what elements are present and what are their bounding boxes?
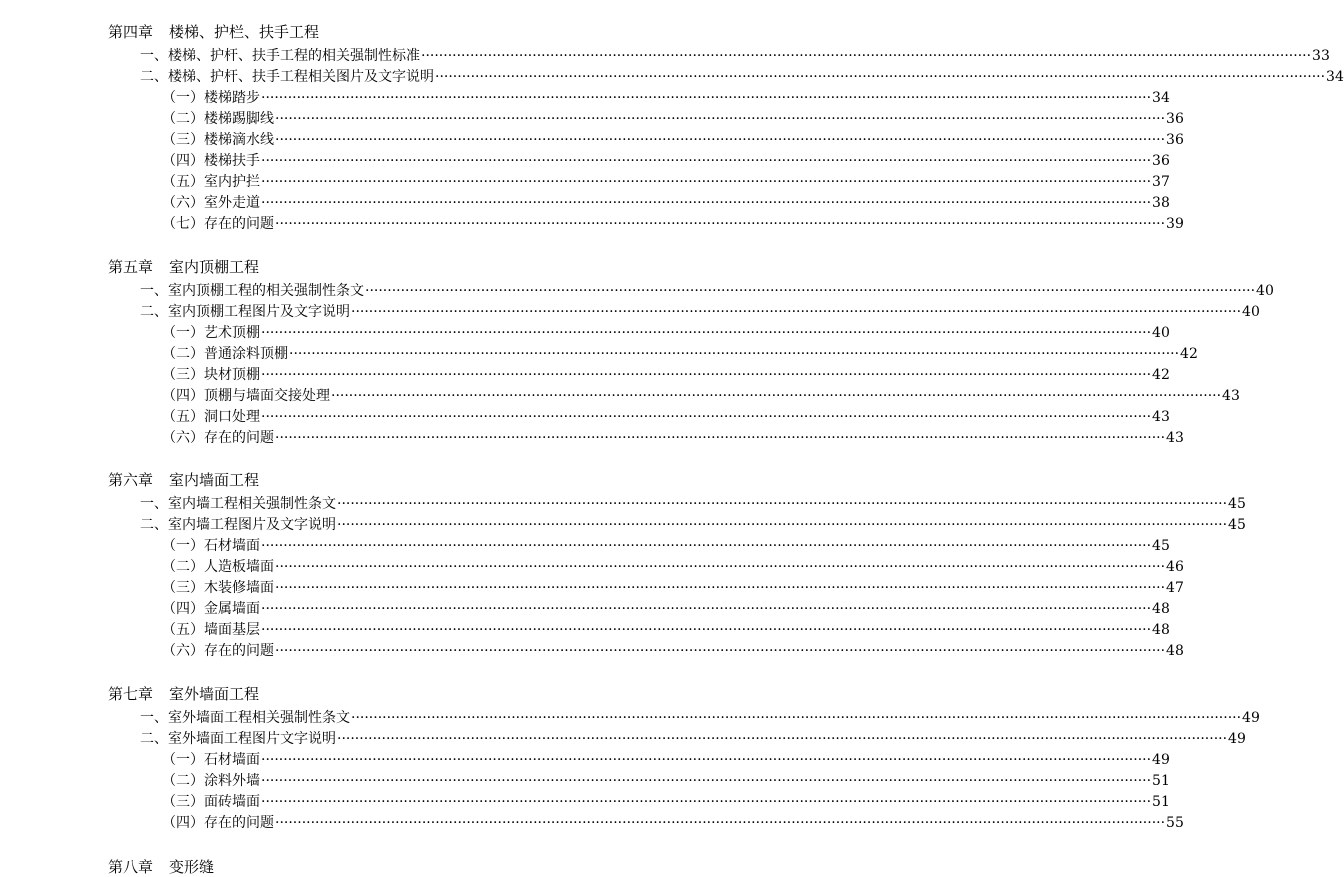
toc-entry-page-number: 45 bbox=[1152, 538, 1170, 554]
chapter-number: 第八章 bbox=[108, 858, 154, 876]
dot-leader: ········································································································································································································ bbox=[261, 174, 1152, 190]
toc-entry-page-number: 40 bbox=[1256, 283, 1274, 299]
chapter-heading bbox=[108, 22, 319, 42]
dot-leader: ········································································································································································································ bbox=[421, 48, 1312, 64]
dot-leader: ········································································································································································································ bbox=[261, 538, 1152, 554]
toc-entry-page-number: 40 bbox=[1242, 304, 1260, 320]
toc-entry-page-number: 55 bbox=[1166, 815, 1184, 831]
toc-entry-label: （六）存在的问题 bbox=[162, 430, 274, 446]
dot-leader: ········································································································································································································ bbox=[261, 601, 1152, 617]
dot-leader: ········································································································································································································ bbox=[261, 325, 1152, 341]
toc-entry[interactable] bbox=[162, 407, 1170, 427]
toc-entry-label: （二）楼梯踢脚线 bbox=[162, 111, 274, 127]
toc-entry-label: 一、楼梯、护杆、扶手工程的相关强制性标准 bbox=[140, 48, 420, 64]
toc-entry-label: （三）楼梯滴水线 bbox=[162, 132, 274, 148]
toc-entry[interactable] bbox=[162, 386, 1240, 406]
toc-entry-label: （二）普通涂料顶棚 bbox=[162, 346, 288, 362]
toc-entry-label: 二、楼梯、护杆、扶手工程相关图片及文字说明 bbox=[140, 69, 434, 85]
toc-entry-page-number: 43 bbox=[1152, 409, 1170, 425]
toc-entry-label: （二）涂料外墙 bbox=[162, 773, 260, 789]
toc-entry[interactable] bbox=[162, 620, 1170, 640]
toc-entry-page-number: 36 bbox=[1166, 111, 1184, 127]
toc-entry-page-number: 39 bbox=[1166, 216, 1184, 232]
toc-entry[interactable] bbox=[140, 708, 1260, 728]
toc-entry-page-number: 37 bbox=[1152, 174, 1170, 190]
dot-leader: ········································································································································································································ bbox=[337, 731, 1228, 747]
dot-leader: ········································································································································································································ bbox=[261, 794, 1152, 810]
toc-entry-label: （三）块材顶棚 bbox=[162, 367, 260, 383]
dot-leader: ········································································································································································································ bbox=[275, 559, 1166, 575]
toc-entry-label: （七）存在的问题 bbox=[162, 216, 274, 232]
chapter-heading bbox=[108, 470, 259, 490]
toc-entry-page-number: 46 bbox=[1166, 559, 1184, 575]
dot-leader: ········································································································································································································ bbox=[289, 346, 1180, 362]
dot-leader: ········································································································································································································ bbox=[261, 153, 1152, 169]
chapter-title: 室内墙面工程 bbox=[169, 471, 260, 489]
toc-entry-label: 二、室外墙面工程图片文字说明 bbox=[140, 731, 336, 747]
toc-entry[interactable] bbox=[162, 109, 1184, 129]
toc-entry[interactable] bbox=[140, 494, 1246, 514]
toc-entry-label: （二）人造板墙面 bbox=[162, 559, 274, 575]
toc-entry-label: （一）石材墙面 bbox=[162, 752, 260, 768]
chapter-title: 楼梯、护栏、扶手工程 bbox=[169, 23, 320, 41]
chapter-number: 第六章 bbox=[108, 471, 154, 489]
dot-leader: ········································································································································································································ bbox=[275, 815, 1166, 831]
toc-entry-page-number: 38 bbox=[1152, 195, 1170, 211]
toc-entry-label: （四）楼梯扶手 bbox=[162, 153, 260, 169]
toc-entry-page-number: 48 bbox=[1152, 601, 1170, 617]
dot-leader: ········································································································································································································ bbox=[261, 195, 1152, 211]
toc-entry[interactable] bbox=[140, 67, 1344, 87]
toc-entry[interactable] bbox=[162, 151, 1170, 171]
toc-entry-page-number: 48 bbox=[1152, 622, 1170, 638]
toc-entry-label: （三）面砖墙面 bbox=[162, 794, 260, 810]
toc-entry[interactable] bbox=[140, 46, 1330, 66]
chapter-heading bbox=[108, 857, 214, 877]
dot-leader: ········································································································································································································ bbox=[275, 132, 1166, 148]
toc-entry[interactable] bbox=[162, 88, 1170, 108]
dot-leader: ········································································································································································································ bbox=[275, 111, 1166, 127]
toc-entry-page-number: 36 bbox=[1152, 153, 1170, 169]
dot-leader: ········································································································································································································ bbox=[275, 430, 1166, 446]
toc-entry[interactable] bbox=[162, 130, 1184, 150]
dot-leader: ········································································································································································································ bbox=[261, 367, 1152, 383]
toc-entry-label: 二、室内墙工程图片及文字说明 bbox=[140, 517, 336, 533]
toc-entry[interactable] bbox=[162, 428, 1184, 448]
dot-leader: ········································································································································································································ bbox=[261, 409, 1152, 425]
toc-entry[interactable] bbox=[140, 302, 1260, 322]
dot-leader: ········································································································································································································ bbox=[275, 216, 1166, 232]
toc-entry-label: （四）金属墙面 bbox=[162, 601, 260, 617]
toc-entry-label: 一、室内墙工程相关强制性条文 bbox=[140, 496, 336, 512]
chapter-number: 第五章 bbox=[108, 258, 154, 276]
toc-entry[interactable] bbox=[162, 536, 1170, 556]
toc-entry-page-number: 49 bbox=[1242, 710, 1260, 726]
toc-entry-label: （一）楼梯踏步 bbox=[162, 90, 260, 106]
toc-entry[interactable] bbox=[162, 193, 1170, 213]
toc-entry[interactable] bbox=[162, 578, 1184, 598]
toc-entry-page-number: 42 bbox=[1152, 367, 1170, 383]
chapter-heading bbox=[108, 684, 259, 704]
dot-leader: ········································································································································································································ bbox=[351, 304, 1242, 320]
toc-entry[interactable] bbox=[162, 172, 1170, 192]
chapter-heading bbox=[108, 257, 259, 277]
toc-entry-page-number: 45 bbox=[1228, 496, 1246, 512]
chapter-title: 变形缝 bbox=[169, 858, 215, 876]
toc-entry[interactable] bbox=[140, 515, 1246, 535]
dot-leader: ········································································································································································································ bbox=[261, 622, 1152, 638]
toc-entry[interactable] bbox=[162, 344, 1198, 364]
toc-entry[interactable] bbox=[162, 599, 1170, 619]
toc-entry-label: （三）木装修墙面 bbox=[162, 580, 274, 596]
toc-entry-label: （四）顶棚与墙面交接处理 bbox=[162, 388, 330, 404]
toc-entry-label: （一）石材墙面 bbox=[162, 538, 260, 554]
toc-entry-label: （六）存在的问题 bbox=[162, 643, 274, 659]
dot-leader: ········································································································································································································ bbox=[261, 773, 1152, 789]
toc-entry-page-number: 49 bbox=[1228, 731, 1246, 747]
toc-entry[interactable] bbox=[162, 771, 1170, 791]
chapter-number: 第七章 bbox=[108, 685, 154, 703]
dot-leader: ········································································································································································································ bbox=[351, 710, 1242, 726]
dot-leader: ········································································································································································································ bbox=[331, 388, 1222, 404]
toc-entry[interactable] bbox=[162, 214, 1184, 234]
chapter-title: 室外墙面工程 bbox=[169, 685, 260, 703]
dot-leader: ········································································································································································································ bbox=[337, 496, 1228, 512]
dot-leader: ········································································································································································································ bbox=[261, 90, 1152, 106]
toc-entry-label: 一、室外墙面工程相关强制性条文 bbox=[140, 710, 350, 726]
dot-leader: ········································································································································································································ bbox=[365, 283, 1256, 299]
toc-entry-label: （六）室外走道 bbox=[162, 195, 260, 211]
toc-entry-page-number: 43 bbox=[1166, 430, 1184, 446]
toc-entry-page-number: 42 bbox=[1180, 346, 1198, 362]
toc-entry-label: （四）存在的问题 bbox=[162, 815, 274, 831]
dot-leader: ········································································································································································································ bbox=[275, 580, 1166, 596]
toc-entry[interactable] bbox=[162, 792, 1170, 812]
toc-entry-page-number: 48 bbox=[1166, 643, 1184, 659]
toc-entry-page-number: 51 bbox=[1152, 794, 1170, 810]
toc-entry-label: （五）室内护拦 bbox=[162, 174, 260, 190]
toc-entry[interactable] bbox=[140, 729, 1246, 749]
toc-entry-page-number: 33 bbox=[1312, 48, 1330, 64]
toc-entry[interactable] bbox=[162, 750, 1170, 770]
chapter-title: 室内顶棚工程 bbox=[169, 258, 260, 276]
toc-entry-label: （一）艺术顶棚 bbox=[162, 325, 260, 341]
toc-entry-page-number: 36 bbox=[1166, 132, 1184, 148]
toc-entry-page-number: 45 bbox=[1228, 517, 1246, 533]
toc-entry-label: （五）墙面基层 bbox=[162, 622, 260, 638]
toc-entry[interactable] bbox=[162, 641, 1184, 661]
toc-entry[interactable] bbox=[162, 365, 1170, 385]
dot-leader: ········································································································································································································ bbox=[275, 643, 1166, 659]
toc-entry-label: （五）洞口处理 bbox=[162, 409, 260, 425]
toc-entry[interactable] bbox=[162, 557, 1184, 577]
toc-entry[interactable] bbox=[140, 281, 1274, 301]
toc-entry[interactable] bbox=[162, 323, 1170, 343]
toc-entry-label: 二、室内顶棚工程图片及文字说明 bbox=[140, 304, 350, 320]
toc-entry-page-number: 49 bbox=[1152, 752, 1170, 768]
toc-entry-page-number: 51 bbox=[1152, 773, 1170, 789]
dot-leader: ········································································································································································································ bbox=[261, 752, 1152, 768]
toc-entry-page-number: 34 bbox=[1326, 69, 1344, 85]
toc-entry-page-number: 34 bbox=[1152, 90, 1170, 106]
toc-entry[interactable] bbox=[162, 813, 1184, 833]
dot-leader: ········································································································································································································ bbox=[337, 517, 1228, 533]
dot-leader: ········································································································································································································ bbox=[435, 69, 1326, 85]
toc-entry-page-number: 40 bbox=[1152, 325, 1170, 341]
toc-entry-label: 一、室内顶棚工程的相关强制性条文 bbox=[140, 283, 364, 299]
chapter-number: 第四章 bbox=[108, 23, 154, 41]
toc-entry-page-number: 43 bbox=[1222, 388, 1240, 404]
toc-entry-page-number: 47 bbox=[1166, 580, 1184, 596]
